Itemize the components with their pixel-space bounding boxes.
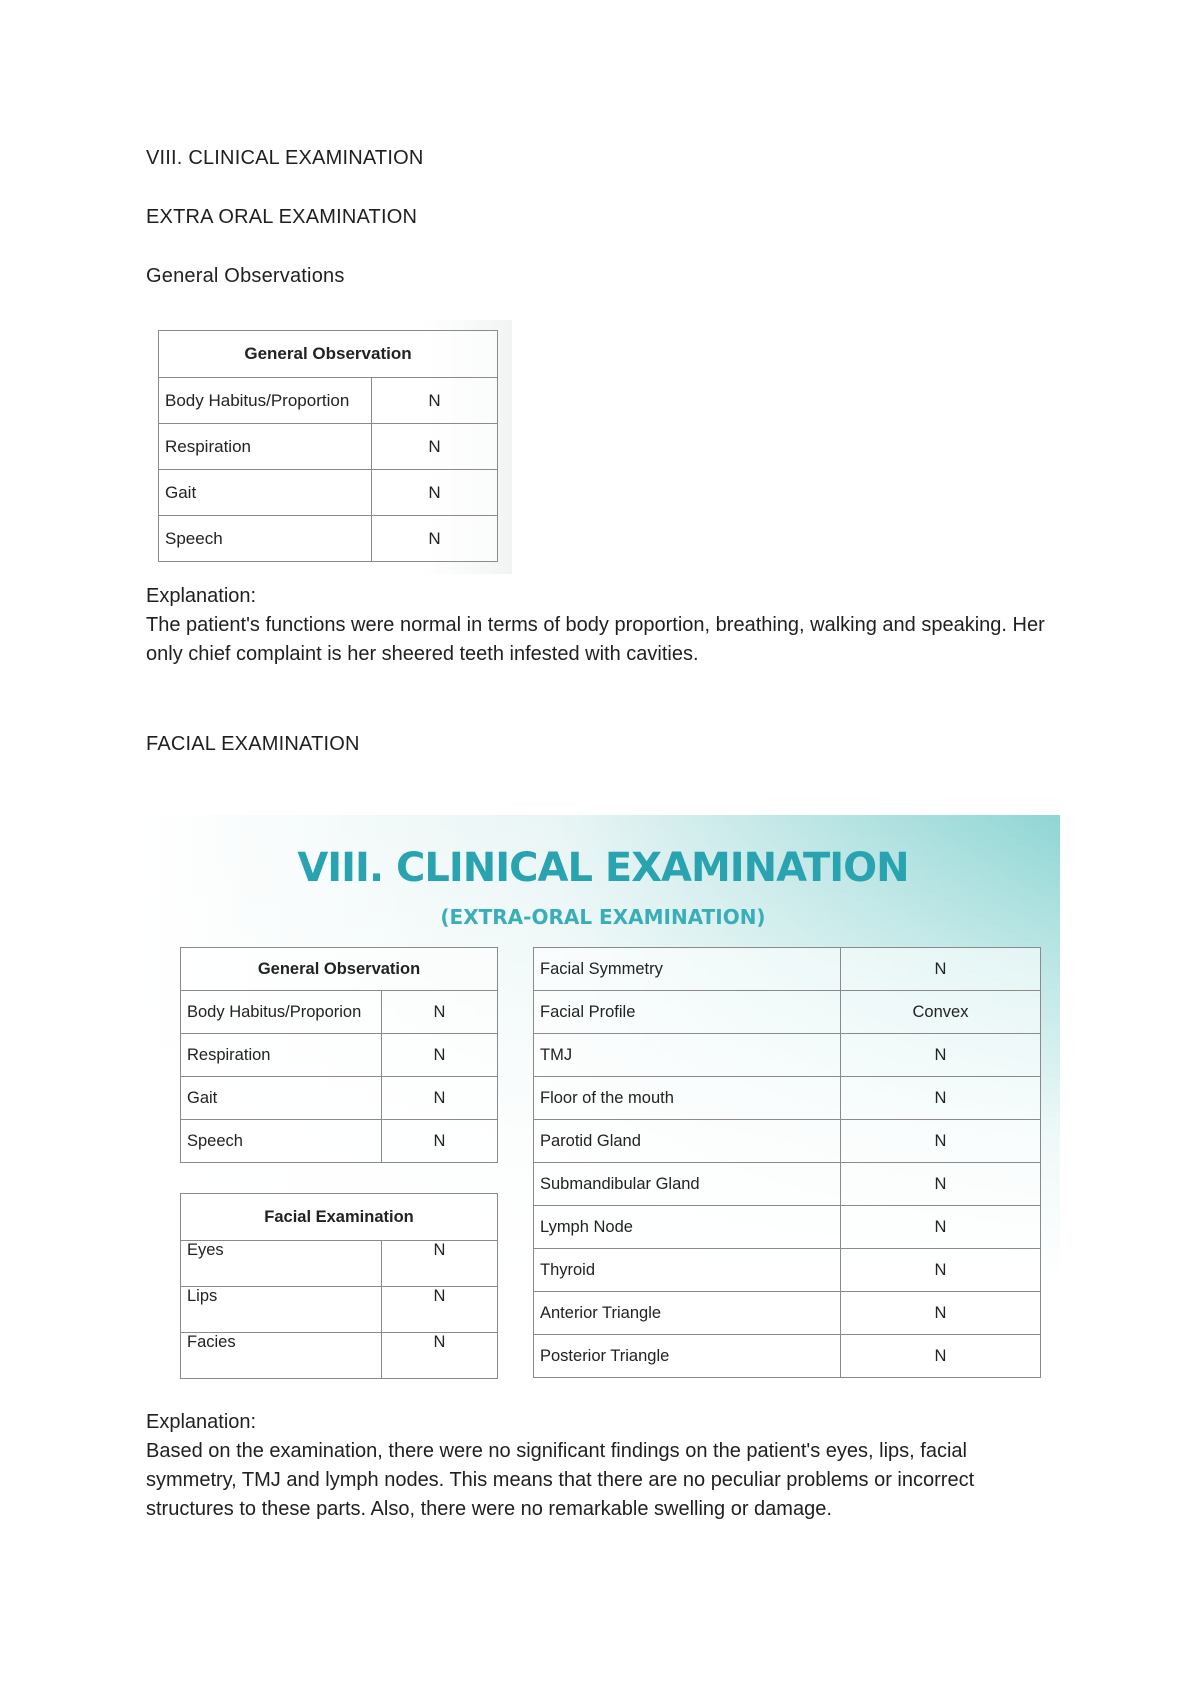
slide-facial-examination-table xyxy=(180,1193,498,1379)
table-row xyxy=(159,516,498,562)
table-cell-item: Anterior Triangle xyxy=(534,1292,841,1335)
table-row xyxy=(181,1241,498,1287)
table-cell-value: N xyxy=(841,948,1041,991)
table-cell-value: N xyxy=(382,1077,498,1120)
table-cell-value: Convex xyxy=(841,991,1041,1034)
table-cell-item: Respiration xyxy=(159,424,372,470)
table-cell-item: Respiration xyxy=(181,1034,382,1077)
explanation-facial xyxy=(146,1408,1046,1524)
slide-subtitle: (EXTRA-ORAL EXAMINATION) xyxy=(440,905,766,929)
table-cell-value: N xyxy=(372,516,498,562)
section-heading: VIII. CLINICAL EXAMINATION xyxy=(146,147,424,169)
explanation-label: Explanation: xyxy=(146,585,257,607)
table-cell-item: Gait xyxy=(159,470,372,516)
explanation-label: Explanation: xyxy=(146,1411,257,1433)
table-cell-item: Parotid Gland xyxy=(534,1120,841,1163)
table-row xyxy=(534,1077,1041,1120)
table-cell-item: Lips xyxy=(181,1287,382,1333)
table-header: General Observation xyxy=(159,331,498,378)
table-row xyxy=(181,1287,498,1333)
table-cell-item: Submandibular Gland xyxy=(534,1163,841,1206)
table-cell-value: N xyxy=(372,470,498,516)
table-cell-item: Floor of the mouth xyxy=(534,1077,841,1120)
general-observation-table-image xyxy=(150,320,512,574)
table-cell-item: Body Habitus/Proportion xyxy=(159,378,372,424)
table-cell-value: N xyxy=(382,1241,498,1287)
table-cell-value: N xyxy=(841,1335,1041,1378)
table-cell-value: N xyxy=(841,1206,1041,1249)
table-row xyxy=(534,1335,1041,1378)
table-row xyxy=(181,1077,498,1120)
table-row xyxy=(534,1163,1041,1206)
table-row xyxy=(534,991,1041,1034)
slide-extra-oral-findings-table xyxy=(533,947,1041,1378)
table-row xyxy=(534,1249,1041,1292)
table-cell-item: Body Habitus/Proporion xyxy=(181,991,382,1034)
table-row xyxy=(159,424,498,470)
table-row xyxy=(534,1292,1041,1335)
table-cell-value: N xyxy=(841,1120,1041,1163)
table-cell-value: N xyxy=(841,1249,1041,1292)
table-cell-item: Posterior Triangle xyxy=(534,1335,841,1378)
table-cell-value: N xyxy=(841,1163,1041,1206)
table-cell-value: N xyxy=(382,1333,498,1379)
general-observations-heading: General Observations xyxy=(146,265,345,287)
table-cell-value: N xyxy=(382,991,498,1034)
table-cell-value: N xyxy=(382,1287,498,1333)
table-cell-value: N xyxy=(841,1034,1041,1077)
table-cell-item: Gait xyxy=(181,1077,382,1120)
explanation-general xyxy=(146,582,1046,669)
facial-examination-heading: FACIAL EXAMINATION xyxy=(146,733,360,755)
table-cell-item: Thyroid xyxy=(534,1249,841,1292)
table-cell-item: Eyes xyxy=(181,1241,382,1287)
table-cell-value: N xyxy=(382,1034,498,1077)
table-header: General Observation xyxy=(181,948,498,991)
table-cell-value: N xyxy=(372,378,498,424)
clinical-examination-slide-image xyxy=(146,815,1060,1401)
table-row xyxy=(181,1333,498,1379)
table-row xyxy=(181,1120,498,1163)
slide-general-observation-table xyxy=(180,947,498,1163)
table-row xyxy=(534,1120,1041,1163)
table-cell-value: N xyxy=(372,424,498,470)
explanation-text: The patient's functions were normal in terms of body proportion, breathing, walking and speaking. Her only chief complaint is her sheered teeth infested with cavities. xyxy=(146,614,1045,665)
table-cell-value: N xyxy=(841,1077,1041,1120)
general-observation-table xyxy=(158,330,498,562)
table-cell-item: Lymph Node xyxy=(534,1206,841,1249)
table-cell-item: Speech xyxy=(181,1120,382,1163)
subsection-heading: EXTRA ORAL EXAMINATION xyxy=(146,206,418,228)
table-cell-item: Facial Profile xyxy=(534,991,841,1034)
table-cell-value: N xyxy=(382,1120,498,1163)
table-row xyxy=(534,1034,1041,1077)
table-cell-item: Facial Symmetry xyxy=(534,948,841,991)
table-row xyxy=(534,1206,1041,1249)
table-row xyxy=(181,1034,498,1077)
table-header: Facial Examination xyxy=(181,1194,498,1241)
table-cell-item: Facies xyxy=(181,1333,382,1379)
table-row xyxy=(534,948,1041,991)
table-row xyxy=(181,991,498,1034)
table-cell-value: N xyxy=(841,1292,1041,1335)
table-row xyxy=(159,378,498,424)
slide-title: VIII. CLINICAL EXAMINATION xyxy=(297,845,909,891)
explanation-text: Based on the examination, there were no significant findings on the patient's eyes, lips, facial symmetry, TMJ and lymph nodes. This means that there are no peculiar problems or incorrect structures to these parts. Also, there were no remarkable swelling or damage. xyxy=(146,1440,975,1520)
table-cell-item: TMJ xyxy=(534,1034,841,1077)
table-cell-item: Speech xyxy=(159,516,372,562)
table-row xyxy=(159,470,498,516)
